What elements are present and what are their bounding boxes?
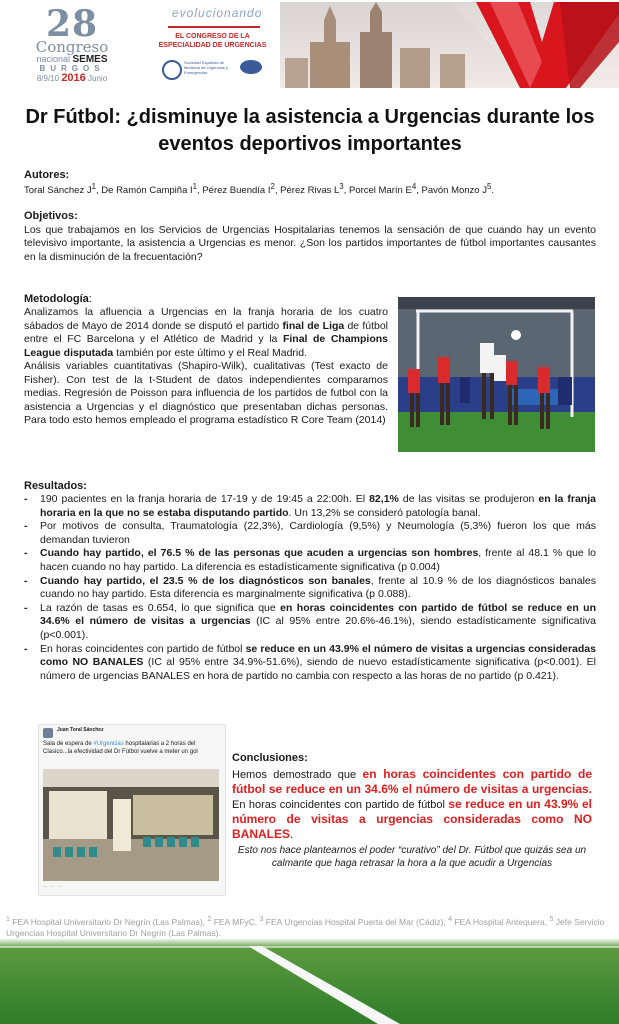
cathedral-banner-image	[280, 2, 619, 88]
poster-title: Dr Fútbol: ¿disminuye la asistencia a Urgencias durante los eventos deportivos importantes	[25, 106, 595, 155]
author-name: De Ramón Campiña I	[101, 185, 193, 197]
objectives-text: Los que trabajamos en los Servicios de Urgencias Hospitalarias tenemos la sensación de que cuando hay un evento televisivo importante, la asistencia a Urgencias es menor. ¿Son los partidos importantes de fútbol importantes causantes en la disminución de la frecuentación?	[24, 223, 596, 263]
results-list	[24, 493, 596, 683]
author-name: Porcel Marín E	[348, 185, 412, 197]
football-pitch-footer	[0, 938, 619, 1024]
specialty-logo	[150, 6, 275, 84]
results-item: - 190 pacientes en la franja horaria de 17-19 y de 19:45 a 22:00h. El 82,1% de las visitas se produjeron en la franja horaria en la que no se estaba disputando partido. Un 13,2% se consideró patología banal.	[24, 493, 596, 519]
sponsor-seal-icon	[240, 60, 262, 74]
poster-header	[0, 0, 619, 88]
tweet-stats: — · — · —	[43, 883, 63, 888]
results-item: - Cuando hay partido, el 76.5 % de las personas que acuden a urgencias son hombres, frente al 48.1 % que lo hacen cuando no hay partido. La diferencia es estadísticamente significativa (p 0.004)	[24, 547, 596, 573]
methodology-text: Analizamos la afluencia a Urgencias en la franja horaria de los cuatro sábados de Mayo de 2014 donde se disputó el partido final de Liga de fútbol entre el FC Barcelona y el Atlético de Madrid y la Final de Champions League disputada también por este último y el Real Madrid. Análisis variables cuantitativas (Shapiro-Wilk), cualitativas (Test exacto de Fisher). Con test de la t-Student de datos independientes comparamos medias. Regresión de Poisson para influencia de los partidos de futbol con la asistencia a Urgencias y el diagnóstico que presentaban dichas personas. Para todo esto hemos empleado el programa estadístico R Core Team (2014)	[24, 306, 388, 426]
tagline: evolucionando	[172, 6, 263, 20]
results-item: - Cuando hay partido, el 23.5 % de los diagnósticos son banales, frente al 10.9 % de los diagnósticos banales cuando no hay partido. Esta diferencia es marginalmente significativa (p 0.088).	[24, 574, 596, 601]
affiliations-footnote: $^1$ FEA Hospital Universitario Dr Negrín (Las Palmas), $^2$ FEA MFyC, $^3$ FEA Urgencias Hospital Puerta del Mar (Cádiz), $^4$ FEA Hospital Antequera, $^5$ Jefe Servicio Urgencias Hospital Universitario Dr Negrín (Las Palmas).	[6, 915, 605, 938]
authors-heading: Autores:	[24, 169, 70, 181]
tweet-text: Sala de espera de #Urgencias hospitalarias a 2 horas del Clasico...la efectividad del Dr Fútbol vuelve a meter un gol	[43, 741, 198, 755]
results-heading: Resultados:	[24, 480, 87, 492]
congress-national: nacional SEMES	[36, 54, 108, 65]
avatar	[43, 728, 53, 738]
congress-word: Congreso	[35, 38, 109, 56]
tagline-underline	[168, 26, 260, 28]
author-name: Pérez Buendía I	[202, 185, 271, 197]
methodology-heading: Metodología:	[24, 293, 92, 305]
specialty-subtitle: EL CONGRESO DE LA ESPECIALIDAD DE URGENCIAS	[158, 33, 267, 49]
football-match-photo	[398, 297, 595, 452]
conclusions-heading: Conclusiones:	[232, 752, 308, 764]
conclusions-section	[232, 751, 592, 870]
tweet-author: Juan Toral Sánchez	[57, 727, 104, 733]
waiting-room-photo	[43, 769, 219, 881]
conclusions-closing: Esto nos hace plantearnos el poder “curativo” del Dr. Fútbol que quizás sea un calmante que haga retrasar la hora a la que acudir a Urgencias	[237, 845, 587, 869]
authors-list: Toral Sánchez $J^1$, De Ramón Campiña $I^1$, Pérez Buendía $I^2$, Pérez Rivas $L^3$, Porcel Marín $E^4$, Pavón Monzo $J^5$.	[24, 182, 495, 197]
tweet-screenshot	[38, 724, 226, 896]
congress-dates: 8/9/10 2016 Junio	[36, 72, 108, 84]
results-item: - Por motivos de consulta, Traumatología (22,3%), Cardiología (9,5%) y Neumología (5,3%) fueron los que más demandan tuvieron	[24, 520, 596, 546]
congress-logo	[8, 3, 136, 84]
conclusions-text: Hemos demostrado que en horas coincidentes con partido de fútbol se reduce en un 34.6% el número de visitas a urgencias. En horas coincidentes con partido de fútbol se reduce en un 43.9% el número de visitas a urgencias consideradas como NO BANALES.	[232, 767, 592, 841]
congress-city: BURGOS	[39, 64, 105, 73]
results-item: - La razón de tasas es 0.654, lo que significa que en horas coincidentes con partido de fútbol se reduce en un 34.6% el número de visitas a urgencias (IC al 95% entre 20.6%-46.1%), siendo estadísticamente significativa (p<0.001).	[24, 601, 596, 641]
sponsor-seals	[158, 58, 268, 82]
objectives-heading: Objetivos:	[24, 210, 78, 222]
author-name: Toral Sánchez J	[24, 185, 92, 197]
author-name: Pérez Rivas L	[280, 185, 340, 197]
seal-caption: Sociedad Española de Medicina de Urgencias y Emergencias	[184, 60, 228, 75]
results-item: - En horas coincidentes con partido de fútbol se reduce en un 43.9% el número de visitas a urgencias consideradas como NO BANALES (IC al 95% entre 34.9%-51.6%), siendo de nuevo estadísticamente significativa (p<0.001). El número de urgencias BANALES en hora de partido no cambia con respecto a las horas de no partido (p 0.421).	[24, 642, 597, 682]
semes-seal-icon	[162, 60, 182, 80]
author-name: Pavón Monzo J	[421, 185, 487, 197]
congress-number: 28	[46, 3, 99, 45]
objectives-section	[24, 210, 596, 264]
